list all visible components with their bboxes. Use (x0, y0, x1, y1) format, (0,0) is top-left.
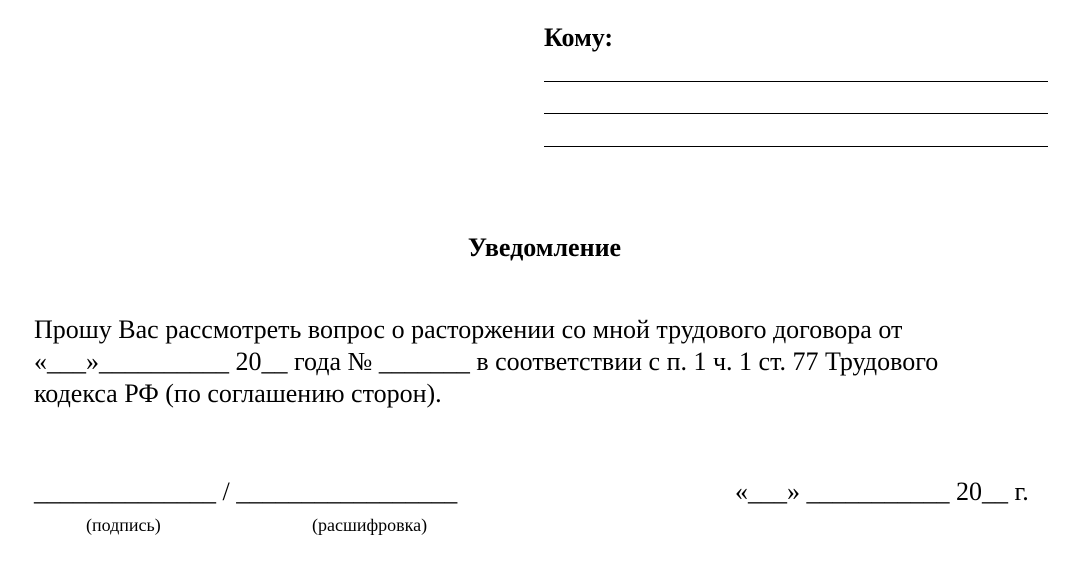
document-title: Уведомление (467, 233, 622, 262)
recipient-label: Кому: (544, 23, 614, 52)
body-line: Прошу Вас рассмотреть вопрос о расторжении со мной трудового договора от (34, 315, 903, 344)
caption-signature: (подпись) (86, 515, 161, 535)
body-paragraph (34, 314, 1044, 410)
recipient-block (544, 22, 1048, 54)
caption-decoding: (расшифровка) (312, 515, 428, 535)
body-line: «___»__________ 20__ года № _______ в соответствии с п. 1 ч. 1 ст. 77 Трудового (34, 347, 939, 376)
body-line: кодекса РФ (по соглашению сторон). (34, 379, 442, 408)
recipient-line-2 (544, 113, 1048, 114)
date-line: «___» ___________ 20__ г. (735, 477, 1029, 506)
recipient-line-1 (544, 81, 1048, 82)
recipient-line-3 (544, 146, 1048, 147)
signature-line: ______________ / _________________ (34, 477, 458, 506)
